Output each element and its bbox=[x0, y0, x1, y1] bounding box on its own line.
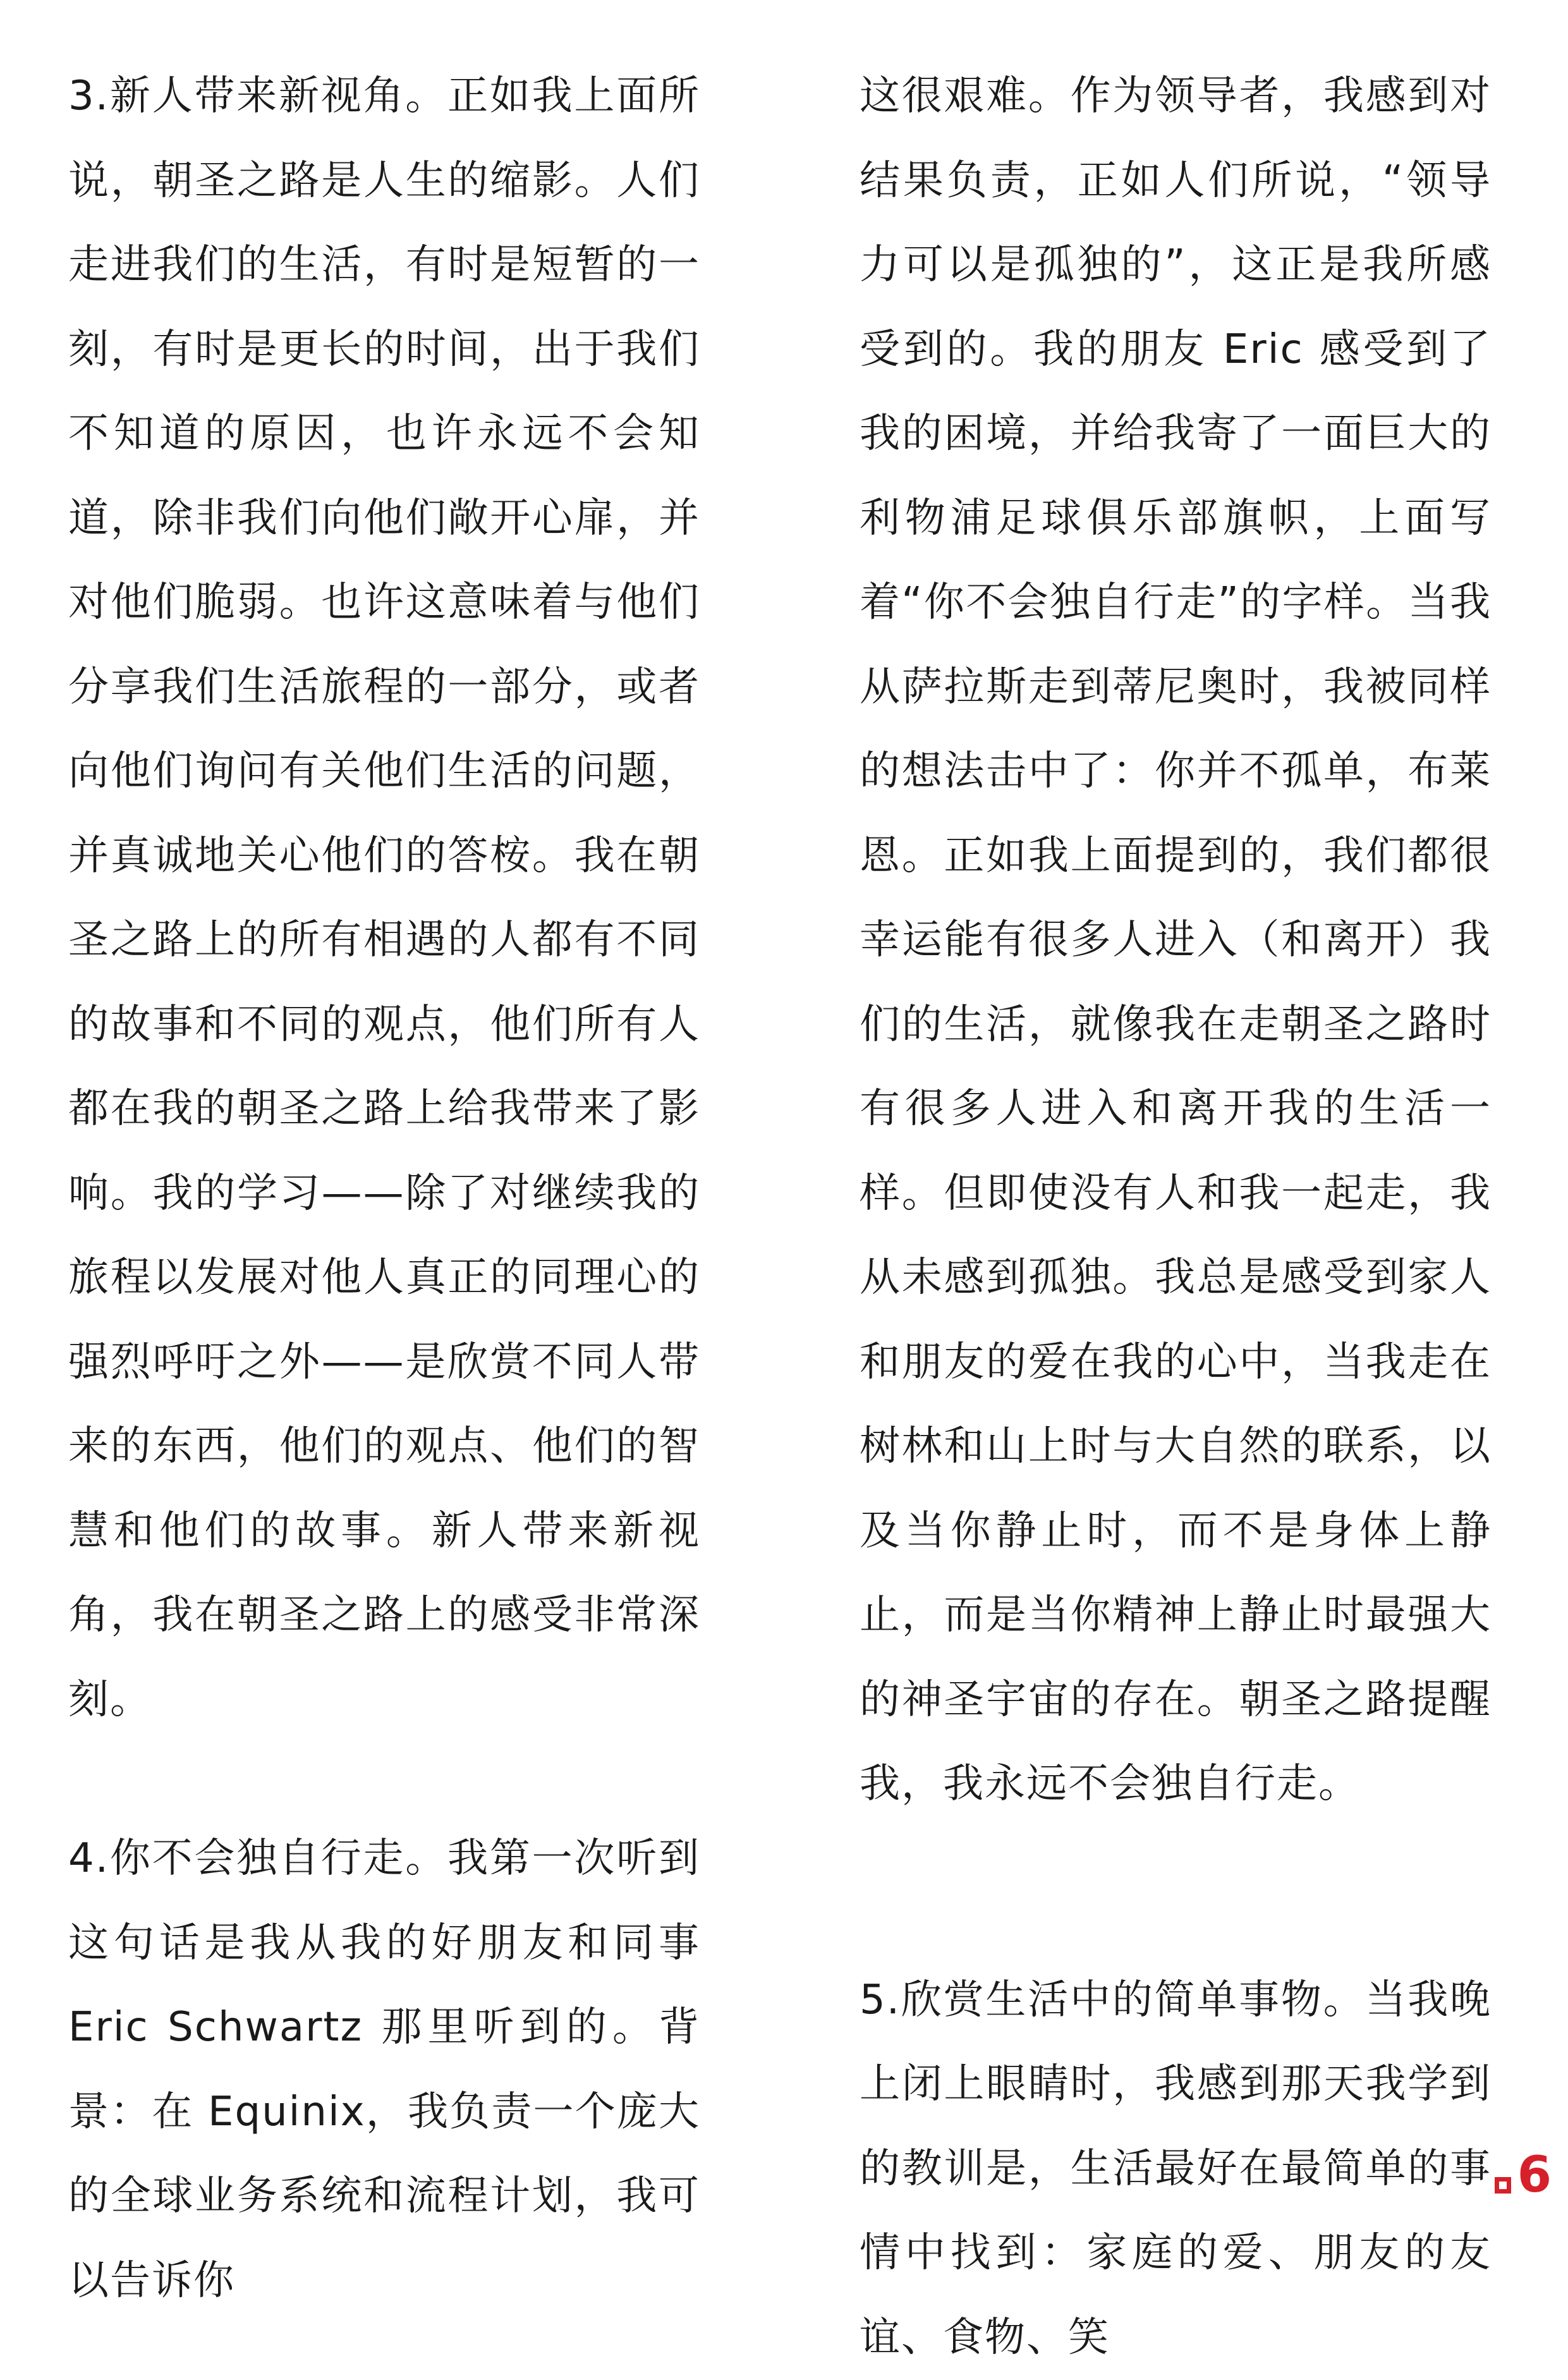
left-column bbox=[68, 54, 700, 2323]
paragraph-3: 3.新人带来新视角。正如我上面所说，朝圣之路是人生的缩影。人们走进我们的生活，有时是短暂的一刻，有时是更长的时间，出于我们不知道的原因，也许永远不会知道，除非我们向他们敞开心扉，并对他们脆弱。也许这意味着与他们分享我们生活旅程的一部分，或者向他们询问有关他们生活的问题，并真诚地关心他们的答桉。我在朝圣之路上的所有相遇的人都有不同的故事和不同的观点，他们所有人都在我的朝圣之路上给我带来了影响。我的学习——除了对继续我的旅程以发展对他人真正的同理心的强烈呼吁之外——是欣赏不同人带来的东西，他们的观点、他们的智慧和他们的故事。新人带来新视角，我在朝圣之路上的感受非常深刻。 bbox=[68, 54, 700, 1742]
page-number-text: 6 bbox=[1517, 2151, 1552, 2200]
paragraph-4-continued: 这很艰难。作为领导者，我感到对结果负责，正如人们所说，“领导力可以是孤独的”，这正是我所感受到的。我的朋友 Eric 感受到了我的困境，并给我寄了一面巨大的利物浦足球俱乐部旗帜，上面写着“你不会独自行走”的字样。当我从萨拉斯走到蒂尼奥时，我被同样的想法击中了：你并不孤单，布莱恩。正如我上面提到的，我们都很幸运能有很多人进入（和离开）我们的生活，就像我在走朝圣之路时有很多人进入和离开我的生活一样。但即使没有人和我一起走，我从未感到孤独。我总是感受到家人和朋友的爱在我的心中，当我走在树林和山上时与大自然的联系，以及当你静止时，而不是身体上静止，而是当你精神上静止时最强大的神圣宇宙的存在。朝圣之路提醒我，我永远不会独自行走。 bbox=[860, 54, 1492, 1827]
paragraph-5: 5.欣赏生活中的简单事物。当我晚上闭上眼睛时，我感到那天我学到的教训是，生活最好在最简单的事情中找到：家庭的爱、朋友的友谊、食物、笑 bbox=[860, 1958, 1492, 2380]
right-column bbox=[860, 54, 1492, 2380]
paragraph-4: 4.你不会独自行走。我第一次听到这句话是我从我的好朋友和同事 Eric Schwartz 那里听到的。背景：在 Equinix，我负责一个庞大的全球业务系统和流程计划，我可以告诉你 bbox=[68, 1817, 700, 2323]
page-marker-icon bbox=[1495, 2177, 1511, 2194]
page-number bbox=[1495, 2151, 1552, 2200]
